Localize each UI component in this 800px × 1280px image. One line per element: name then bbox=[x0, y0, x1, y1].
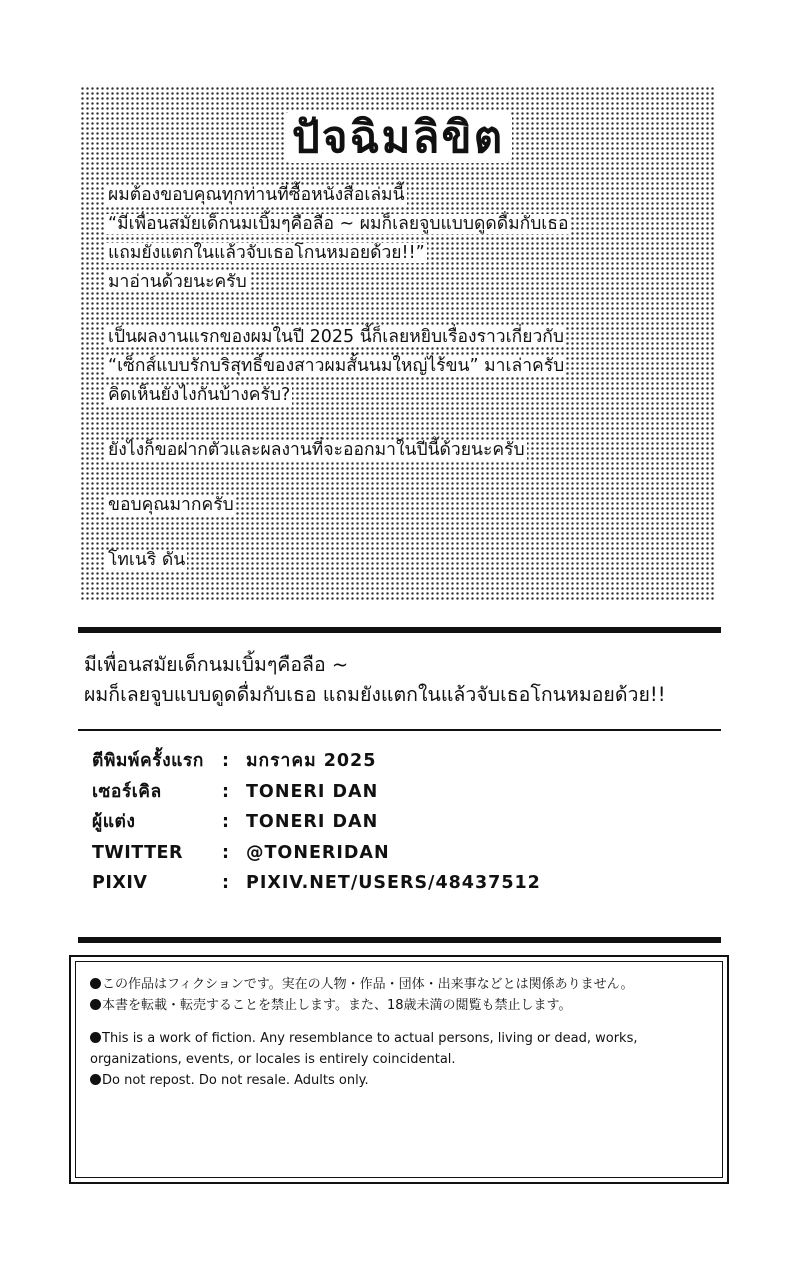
afterword-paragraph-4 bbox=[106, 491, 696, 520]
afterword-line: “มีเพื่อนสมัยเด็กนมเบิ้มๆคือลือ ~ ผมก็เลยจูบแบบดูดดื่มกับเธอ bbox=[108, 214, 569, 234]
credit-row-twitter: TWITTER : @TONERIDAN bbox=[92, 842, 390, 863]
afterword-paragraph-1 bbox=[106, 181, 696, 297]
afterword-line: ขอบคุณมากครับ bbox=[108, 495, 234, 515]
notice-en-fiction-cont: organizations, events, or locales is entirely coincidental. bbox=[90, 1052, 456, 1067]
afterword-paragraph-2 bbox=[106, 323, 696, 410]
notice-en-fiction: This is a work of fiction. Any resemblance to actual persons, living or dead, works, bbox=[90, 1028, 708, 1049]
book-title bbox=[84, 650, 714, 710]
book-title-line-2: ผมก็เลยจูบแบบดูดดื่มกับเธอ แถมยังแตกในแล้วจับเธอโกนหมอยด้วย!! bbox=[84, 683, 666, 706]
notice-en-repost: Do not repost. Do not resale. Adults only. bbox=[90, 1070, 708, 1091]
credit-row-circle: เซอร์เคิล : TONERI DAN bbox=[92, 781, 379, 802]
afterword-line: เป็นผลงานแรกของผมในปี 2025 นี้ก็เลยหยิบเรื่องราวเกี่ยวกับ bbox=[108, 327, 564, 347]
notice-box-inner bbox=[75, 961, 723, 1178]
afterword-line: “เซ็กส์แบบรักบริสุทธิ์ของสาวผมสั้นนมใหญ่ไร้ขน” มาเล่าครับ bbox=[108, 356, 565, 376]
credit-row-first-print: ตีพิมพ์ครั้งแรก : มกราคม 2025 bbox=[92, 751, 377, 771]
notice-jp-repost: 本書を転載・転売することを禁止します。また、18歳未満の閲覧も禁止します。 bbox=[90, 995, 708, 1016]
afterword-line: แถมยังแตกในแล้วจับเธอโกนหมอยด้วย!!” bbox=[108, 243, 425, 263]
bullet-icon bbox=[90, 1074, 101, 1085]
title-top-rule bbox=[78, 627, 721, 633]
afterword-body bbox=[106, 181, 696, 601]
bullet-icon bbox=[90, 999, 101, 1010]
afterword-line: มาอ่านด้วยนะครับ bbox=[108, 272, 247, 292]
afterword-line: ผมต้องขอบคุณทุกท่านที่ซื้อหนังสือเล่มนี้ bbox=[108, 185, 405, 205]
afterword-title: ปัจฉิมลิขิต bbox=[80, 106, 716, 170]
afterword-line: โทเนริ ดัน bbox=[108, 550, 186, 570]
afterword-paragraph-3 bbox=[106, 436, 696, 465]
bullet-icon bbox=[90, 978, 101, 989]
notice-gap bbox=[90, 1016, 708, 1028]
credit-row-pixiv: PIXIV : PIXIV.NET/USERS/48437512 bbox=[92, 873, 541, 893]
book-title-line-1: มีเพื่อนสมัยเด็กนมเบิ้มๆคือลือ ~ bbox=[84, 653, 349, 676]
credits-bottom-rule bbox=[78, 937, 721, 943]
afterword-line: ยังไงก็ขอฝากตัวและผลงานที่จะออกมาในปีนี้ด้วยนะครับ bbox=[108, 440, 525, 460]
title-bottom-rule bbox=[78, 729, 721, 731]
notice-box bbox=[69, 955, 729, 1184]
notice-jp-fiction: この作品はフィクションです。実在の人物・作品・団体・出来事などとは関係ありません。 bbox=[90, 974, 708, 995]
credits-list bbox=[92, 746, 712, 899]
afterword-signature bbox=[106, 546, 696, 575]
afterword-panel bbox=[80, 86, 716, 600]
afterword-line: คิดเห็นยังไงกันบ้างครับ? bbox=[108, 385, 291, 405]
bullet-icon bbox=[90, 1032, 101, 1043]
credit-row-author: ผู้แต่ง : TONERI DAN bbox=[92, 812, 379, 832]
